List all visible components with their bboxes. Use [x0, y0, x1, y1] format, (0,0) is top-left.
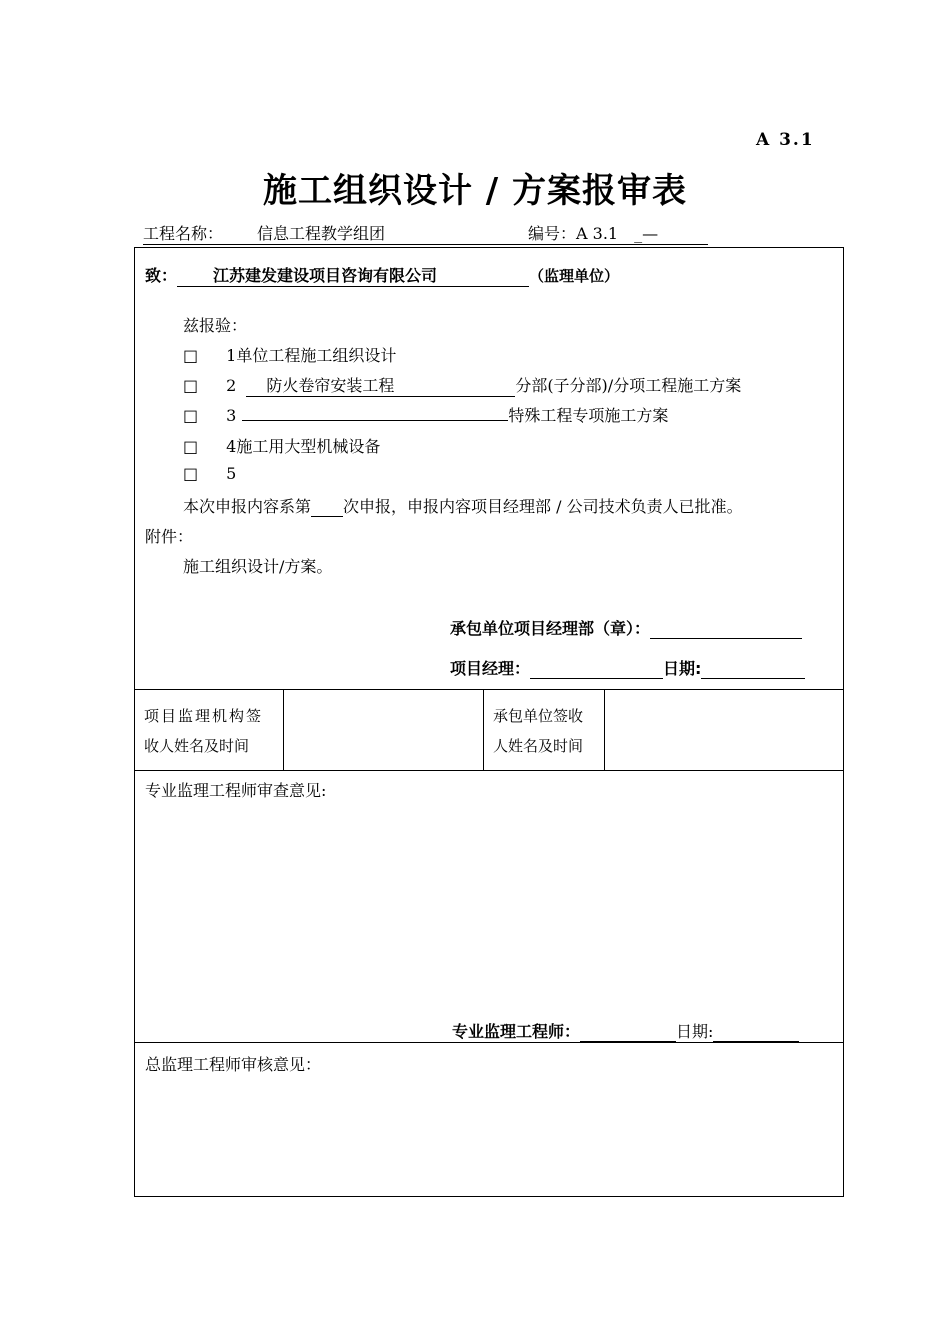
chief-review-title: 总监理工程师审核意见： — [145, 1055, 322, 1074]
engineer-date-label: 日期: — [676, 1022, 714, 1041]
engineer-signer-label: 专业监理工程师： — [452, 1022, 581, 1041]
contractor-seal-blank[interactable] — [650, 620, 802, 639]
contractor-receipt-label-1: 承包单位签收 — [493, 707, 584, 725]
row-divider — [134, 1042, 844, 1043]
checkbox-icon[interactable]: □ — [183, 464, 199, 483]
submission-item-1: □ 1单位工程施工组织设计 — [183, 346, 397, 365]
pm-date-blank[interactable] — [701, 660, 805, 679]
row-divider — [134, 689, 844, 690]
engineer-signer-blank[interactable] — [580, 1023, 676, 1042]
number-label: 编号： — [528, 224, 577, 243]
submission-item-3: □ 3 特殊工程专项施工方案 — [183, 403, 668, 426]
project-name-label: 工程名称： — [143, 224, 224, 243]
column-divider — [604, 689, 605, 770]
pm-label: 项目经理： — [450, 659, 531, 678]
supervision-receipt-label-2: 收人姓名及时间 — [144, 737, 250, 755]
submission-item-4: □ 4施工用大型机械设备 — [183, 437, 381, 456]
project-name-value: 信息工程教学组团 — [257, 224, 386, 243]
project-manager-line — [450, 656, 805, 679]
column-divider — [483, 689, 484, 770]
attachment-label: 附件： — [145, 527, 194, 546]
submission-statement: 本次申报内容系第 次申报，申报内容项目经理部 / 公司技术负责人已批准。 — [183, 497, 743, 516]
to-label: 致： — [145, 266, 178, 285]
engineer-sign-line — [452, 1019, 799, 1042]
row-divider — [134, 770, 844, 771]
header-line — [143, 221, 708, 245]
checkbox-icon[interactable]: □ — [183, 437, 199, 456]
addressee-line — [145, 263, 619, 287]
number-value: A 3.1 _— — [576, 224, 659, 243]
form-code: A 3.1 — [756, 130, 815, 150]
contractor-seal-label: 承包单位项目经理部（章）： — [450, 619, 651, 638]
engineer-date-blank[interactable] — [713, 1023, 799, 1042]
checkbox-icon[interactable]: □ — [183, 346, 199, 365]
pm-blank[interactable] — [530, 660, 663, 679]
submission-item-5: □ 5 — [183, 464, 237, 483]
submission-item-2: □ 2 防火卷帘安装工程 分部(子分部)/分项工程施工方案 — [183, 373, 741, 397]
column-divider — [283, 689, 284, 770]
submission-intro: 兹报验： — [183, 316, 248, 335]
item-2-fill: 防火卷帘安装工程 — [246, 373, 515, 397]
supervision-receipt-label-1: 项目监理机构签 — [144, 707, 264, 725]
pm-date-label: 日期: — [663, 659, 702, 678]
contractor-seal-line — [450, 616, 802, 639]
item-3-fill — [242, 403, 508, 421]
supervisor-role: （监理单位） — [529, 267, 620, 285]
page-title: 施工组织设计 / 方案报审表 — [262, 171, 688, 211]
attachment-text: 施工组织设计/方案。 — [183, 557, 333, 576]
checkbox-icon[interactable]: □ — [183, 376, 199, 395]
checkbox-icon[interactable]: □ — [183, 406, 199, 425]
contractor-receipt-label-2: 人姓名及时间 — [493, 737, 584, 755]
supervisor-company: 江苏建发建设项目咨询有限公司 — [177, 263, 529, 287]
engineer-review-title: 专业监理工程师审查意见: — [145, 781, 327, 800]
